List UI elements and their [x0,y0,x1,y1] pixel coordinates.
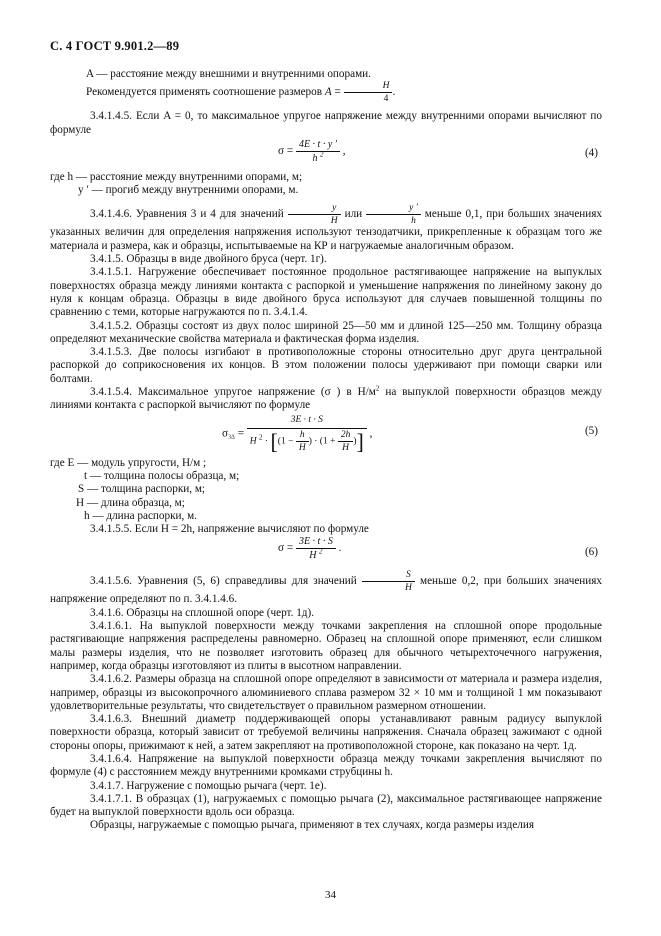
where-t: t — толщина полосы образца, м; [84,469,240,482]
paragraph-3-4-1-4-6: 3.4.1.4.6. Уравнения 3 и 4 для значений $\frac{y}{H}$ или $\frac{y '}{h}$ меньше 0,1, при больших значениях указанных величин для определения напряжения используют тензодатчики, прикрепленные к образцам того же материала и размера, как и образцы, испытываемые на КР и нагружаемые аналогичным образом. [50,203,603,252]
formula-6: σ = $\frac{3E \cdot t \cdot S}{H ^2}$ . [278,536,342,562]
paragraph-3-4-1-5-3: 3.4.1.5.3. Две полосы изгибают в противоположные стороны относительно друг друга центральной распоркой до соприкосновения их концов. В этом положении полосы удерживают при помощи сварки или болтами. [50,346,602,385]
where-y: y ′ — прогиб между внутренними опорами, м. [78,184,299,197]
formula-4-row [50,137,602,171]
paragraph-3-4-1-6-3: 3.4.1.6.3. Внешний диаметр поддерживающей опоры устанавливают равным радиусу выпуклой поверхности образца, который зависит от требуемой величины напряжения. Сначала образец зажимают с одной стороны опоры, прижимают к ней, а затем закрепляют на противоположной стороне, как показано на черт. 1д. [50,713,602,752]
formula-6-number: (6) [584,546,598,559]
formula-6-row [50,536,602,570]
paragraph-3-4-1-6-1: 3.4.1.6.1. На выпуклой поверхности между точками закрепления на сплошной опоре продольные растягивающие напряжения распределены равномерно. Образец на сплошной опоре применяют, если слишком малы размеры изделия, что не позволяет изготовить образец для обычного четырехточечного нагружения, например, когда образцы изготовляют из плиты в высотном направлении. [50,620,602,672]
formula-4: σ = $\frac{4E \cdot t \cdot y '}{h ^2}$ , [278,138,346,164]
paragraph-last: Образцы, нагружаемые с помощью рычага, применяют в тех случаях, когда размеры изделия [90,819,535,832]
formula-5: $\sigma_{3\Delta}$ = 3E · t · S H $^2$ · [(1 − $\frac{h}{H}$ ) · (1 + $\frac{2h}{H}$ )] , [222,414,373,454]
page-content [50,68,602,833]
paragraph-3-4-1-5-5: 3.4.1.5.5. Если H = 2h, напряжение вычисляют по формуле [90,523,369,536]
paragraph-3-4-1-5-6: 3.4.1.5.6. Уравнения (5, 6) справедливы для значений $\frac{S}{H}$ меньше 0,2, при больших значениях напряжение определяют по п. 3.4.1.4.6. [50,570,602,606]
paragraph-3-4-1-7-1: 3.4.1.7.1. В образцах (1), нагружаемых с помощью рычага (2), максимальное растягивающее напряжение будет на выпуклой поверхности вдоль оси образца. [50,792,602,819]
where-h-spacer: h — длина распорки, м. [84,509,197,522]
where-h: где h — расстояние между внутренними опорами, м; [50,170,303,183]
paragraph-3-4-1-6-2: 3.4.1.6.2. Размеры образца на сплошной опоре определяют в зависимости от материала и размера изделия, например, образцы из высокопрочного алюминиевого сплава размером 32 × 10 мм и толщиной 1 мм показывают удовлетворительные результаты, что свидетельствует о правильном размерном отношении. [50,673,602,712]
paragraph-3-4-1-7: 3.4.1.7. Нагружение с помощью рычага (черт. 1е). [90,779,327,792]
where-E: где E — модуль упругости, Н/м ; [50,456,207,469]
paragraph-3-4-1-6-4: 3.4.1.6.4. Напряжение на выпуклой поверхности образца между точками закрепления вычисляют по формуле (4) с расстоянием между внутренними кромками струбцины h. [50,752,602,779]
where-H: H — длина образца, м; [76,496,185,509]
formula-5-number: (5) [584,424,598,437]
page-number: 34 [325,889,336,901]
formula-5-row [50,413,602,457]
where-S: S — толщина распорки, м; [78,483,206,496]
ratio-recommendation: Рекомендуется применять соотношение размеров A = $\frac{H}{4}$ . [86,81,396,105]
paragraph-3-4-1-4-5: 3.4.1.4.5. Если A = 0, то максимальное упругое напряжение между внутренними опорами вычисляют по формуле [50,110,602,136]
paragraph-3-4-1-5-1: 3.4.1.5.1. Нагружение обеспечивает постоянное продольное растягивающее напряжение на выпуклых поверхностях образца между линиями контакта с распоркой и уменьшение напряжения по линейному закону до нуля к концам образца. Образцы в виде двойного бруса используют для случаев повышенной толщины по сравнению с теми, которые нагружаются по п. 3.4.1.4. [50,266,602,319]
paragraph-3-4-1-5-2: 3.4.1.5.2. Образцы состоят из двух полос шириной 25—50 мм и длиной 125—250 мм. Толщину образца определяют механические свойства материала и фактическая форма изделия. [50,319,602,345]
a-definition: A — расстояние между внешними и внутренними опорами. [86,68,371,80]
paragraph-3-4-1-5-4: 3.4.1.5.4. Максимальное упругое напряжение (σ ) в $Н/м^2$ на выпуклой поверхности образцов между линиями контакта с распоркой вычисляют по формуле [50,384,602,412]
page-header: С. 4 ГОСТ 9.901.2—89 [50,39,180,53]
ratio-fraction: $\frac{H}{4}$ [344,81,393,104]
formula-4-number: (4) [584,146,598,159]
paragraph-3-4-1-6: 3.4.1.6. Образцы на сплошной опоре (черт. 1д). [90,606,315,619]
paragraph-3-4-1-5: 3.4.1.5. Образцы в виде двойного бруса (черт. 1г). [90,253,327,266]
